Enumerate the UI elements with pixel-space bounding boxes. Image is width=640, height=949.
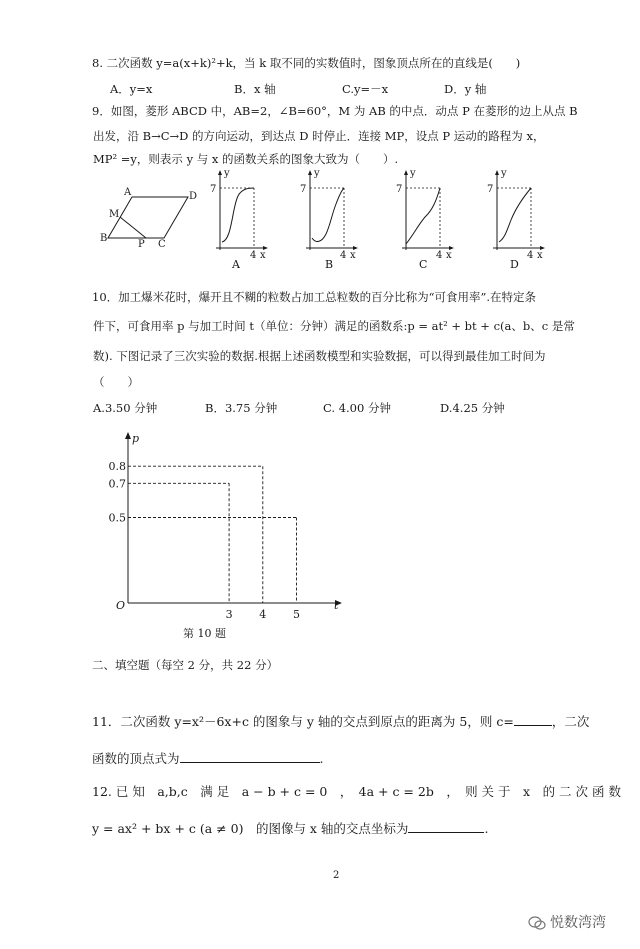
q10-line1: 10．加工爆米花时，爆开且不糊的粒数占加工总粒数的百分比称为“可食用率”.在特定条: [92, 290, 537, 304]
graph-d-label: D: [510, 258, 519, 271]
x-tick-label-1: 4: [259, 608, 267, 618]
q9-line1: 9．如图，菱形 ABCD 中，AB=2，∠B=60°，M 为 AB 的中点．动点 P 在菱形的边上从点 B: [92, 104, 578, 118]
section2-heading: 二、填空题（每空 2 分，共 22 分）: [92, 658, 279, 672]
q10-caption: 第 10 题: [183, 627, 226, 640]
q10-option-a: A.3.50 分钟: [93, 401, 158, 415]
q8-option-b: B．x 轴: [234, 82, 276, 96]
q9-line3: MP² =y，则表示 y 与 x 的函数关系的图象大致为（ ）.: [93, 152, 399, 166]
x-axis-label: t: [334, 599, 339, 612]
q10-line4: （ ）: [93, 375, 139, 389]
rhombus-figure: [100, 180, 200, 250]
q10-line2: 件下，可食用率 p 与加工时间 t（单位：分钟）满足的函数系:p = at² + bt + c(a、b、c 是常: [93, 319, 575, 333]
graph-a-y-axis: y: [224, 168, 230, 179]
rhombus-label-b: B: [100, 233, 108, 244]
graph-c-label: C: [419, 258, 428, 271]
rhombus-label-m: M: [109, 209, 120, 220]
graph-b-y-tick: 7: [300, 184, 307, 195]
rhombus-label-p: P: [138, 239, 145, 250]
q12-blank-intersection[interactable]: [408, 820, 484, 833]
rhombus-label-a: A: [124, 187, 132, 198]
q11-line1-tail: ，二次: [551, 714, 590, 729]
q9-line2: 出发，沿 B→C→D 的方向运动，到达点 D 时停止．连接 MP，设点 P 运动的路程为 x，: [93, 129, 545, 143]
q11-line1: [92, 713, 590, 730]
q11-blank-vertex[interactable]: [180, 750, 320, 763]
q10-options: [93, 400, 613, 416]
graph-d-y-tick: 7: [487, 184, 494, 195]
y-tick-label-1: 0.7: [108, 477, 126, 491]
graph-c-y-axis: y: [410, 168, 416, 179]
q12-line2-tail: .: [484, 821, 489, 836]
q9-graph-a: [210, 168, 270, 258]
graph-c-y-tick: 7: [396, 184, 403, 195]
q10-option-d: D.4.25 分钟: [440, 401, 505, 415]
x-tick-label-2: 5: [293, 608, 300, 618]
page-number: 2: [333, 870, 340, 881]
q11-line1-text: 11．二次函数 y=x²－6x+c 的图象与 y 轴的交点到原点的距离为 5，则 c=: [92, 714, 514, 729]
graph-b-x-tick: 4: [340, 250, 347, 258]
x-tick-label-0: 3: [225, 608, 233, 618]
q11-blank-c[interactable]: [514, 713, 552, 726]
origin-label: O: [116, 599, 126, 612]
q11-line2-tail: .: [319, 751, 324, 766]
q12-line2-text: y = ax² + bx + c (a ≠ 0) 的图像与 x 轴的交点坐标为: [92, 821, 409, 836]
y-axis-label: p: [132, 432, 140, 445]
graph-c-x-tick: 4: [436, 250, 443, 258]
graph-a-y-tick: 7: [210, 184, 217, 195]
graph-d-x-tick: 4: [527, 250, 534, 258]
q10-chart: [108, 428, 348, 618]
q9-graph-d: [487, 168, 547, 258]
graph-b-label: B: [325, 258, 334, 271]
graph-d-y-axis: y: [501, 168, 507, 179]
q9-graph-b: [300, 168, 360, 258]
q8-option-c: C.y=－x: [342, 82, 389, 96]
q10-line3: 数). 下图记录了三次实验的数据.根据上述函数模型和实验数据，可以得到最佳加工时间为: [93, 349, 546, 363]
graph-a-x-axis: x: [260, 250, 266, 258]
rhombus-label-c: C: [158, 239, 166, 250]
graph-c-x-axis: x: [446, 250, 452, 258]
rhombus-label-d: D: [189, 191, 198, 202]
watermark: [528, 912, 606, 932]
q10-option-c: C. 4.00 分钟: [323, 401, 391, 415]
graph-b-y-axis: y: [314, 168, 320, 179]
q12-line2: [92, 820, 590, 837]
q11-line2: [92, 750, 590, 767]
q9-graph-c: [396, 168, 456, 258]
q11-line2-text: 函数的顶点式为: [92, 751, 180, 766]
y-tick-label-2: 0.8: [108, 460, 126, 474]
wechat-icon: [528, 916, 546, 930]
q10-option-b: B．3.75 分钟: [205, 401, 278, 415]
q8-option-a: A．y=x: [110, 82, 153, 96]
q8-options: [110, 81, 630, 97]
graph-a-label: A: [232, 258, 240, 271]
graph-b-x-axis: x: [350, 250, 356, 258]
watermark-text: 悦数湾湾: [550, 915, 606, 931]
q12-line1: 12. 已 知 a,b,c 满 足 a − b + c = 0 ， 4a + c = 2b ， 则 关 于 x 的 二 次 函 数: [92, 784, 621, 799]
graph-a-x-tick: 4: [250, 250, 257, 258]
graph-d-x-axis: x: [537, 250, 543, 258]
q8-stem: 8. 二次函数 y=a(x+k)²+k，当 k 取不同的实数值时，图象顶点所在的直线是( ): [92, 56, 521, 70]
q8-option-d: D．y 轴: [444, 82, 487, 96]
y-tick-label-0: 0.5: [108, 511, 126, 525]
y-axis-arrow: [125, 432, 131, 439]
